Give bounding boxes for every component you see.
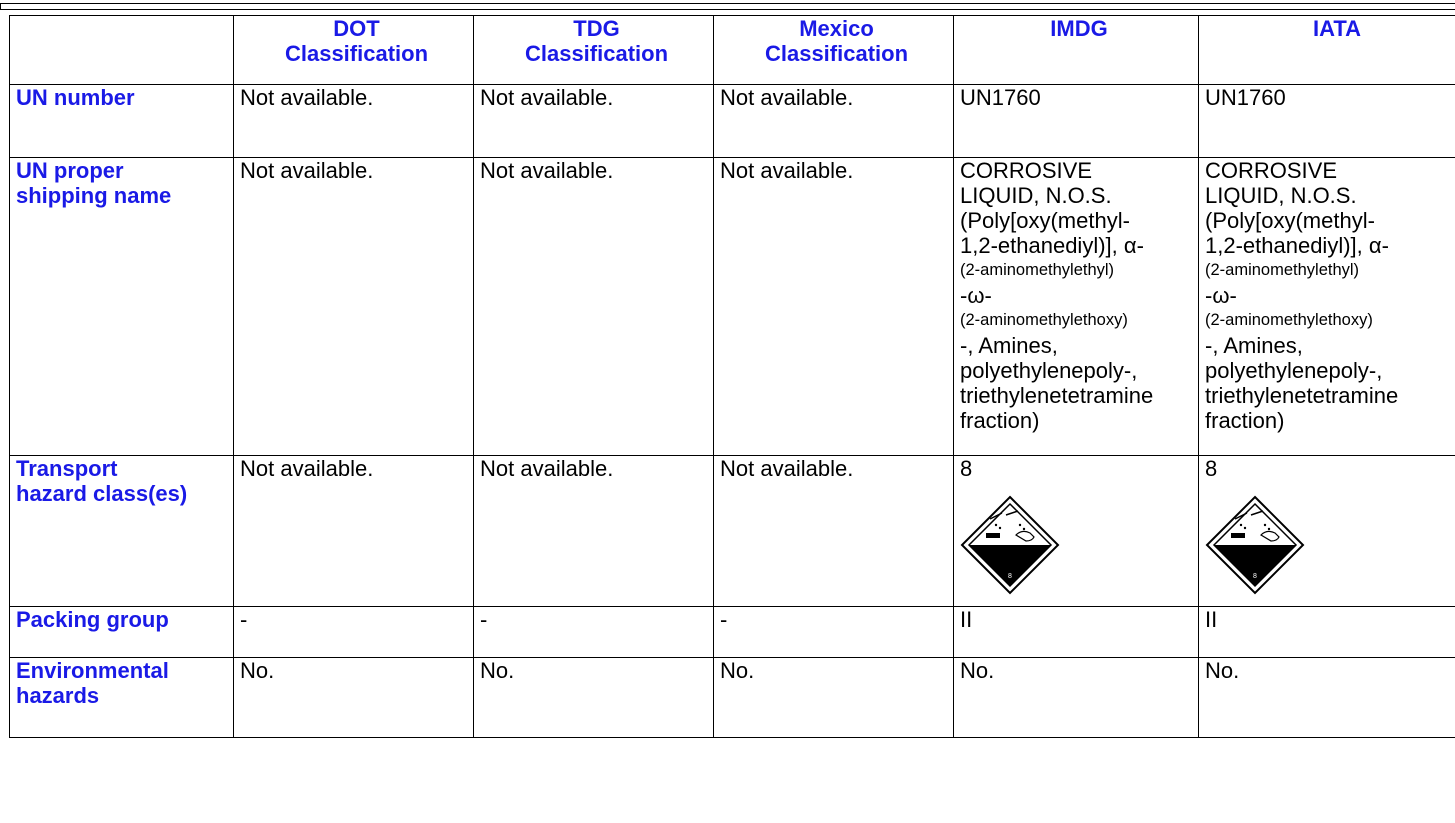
- svg-text:8: 8: [1008, 573, 1012, 580]
- cell-shipping-name-mexico: Not available.: [714, 158, 954, 456]
- cell-shipping-name-iata: CORROSIVE LIQUID, N.O.S. (Poly[oxy(methyl- 1,2-ethanediyl)], α- (2-aminomethylethyl) -ω- (2-aminomethylethoxy) -, Amines, polyethylenepoly-, triethylenetetramine fraction): [1199, 158, 1455, 456]
- row-header-shipping-name: UN proper shipping name: [10, 158, 234, 456]
- cell-environmental-tdg: No.: [474, 658, 714, 738]
- cell-environmental-imdg: No.: [954, 658, 1199, 738]
- row-header-un-number: UN number: [10, 85, 234, 158]
- row-header-packing-group: Packing group: [10, 607, 234, 658]
- row-header-hazard-class: Transport hazard class(es): [10, 456, 234, 607]
- table-row-packing-group: [10, 607, 1455, 658]
- cell-hazard-class-dot: Not available.: [234, 456, 474, 607]
- column-header-tdg: TDG Classification: [474, 16, 714, 85]
- corrosive-placard-icon: [1205, 495, 1305, 595]
- hazard-class-value: 8: [1205, 456, 1218, 481]
- cell-packing-group-iata: II: [1199, 607, 1455, 658]
- cell-hazard-class-tdg: Not available.: [474, 456, 714, 607]
- cell-hazard-class-imdg: [954, 456, 1199, 607]
- cell-hazard-class-iata: [1199, 456, 1455, 607]
- cell-un-number-iata: UN1760: [1199, 85, 1455, 158]
- row-header-environmental: Environmental hazards: [10, 658, 234, 738]
- cell-un-number-tdg: Not available.: [474, 85, 714, 158]
- cell-environmental-iata: No.: [1199, 658, 1455, 738]
- cell-shipping-name-imdg: CORROSIVE LIQUID, N.O.S. (Poly[oxy(methyl- 1,2-ethanediyl)], α- (2-aminomethylethyl) -ω- (2-aminomethylethoxy) -, Amines, polyethylenepoly-, triethylenetetramine fraction): [954, 158, 1199, 456]
- cell-un-number-mexico: Not available.: [714, 85, 954, 158]
- column-header-imdg: IMDG: [954, 16, 1199, 85]
- cell-un-number-dot: Not available.: [234, 85, 474, 158]
- cell-packing-group-mexico: -: [714, 607, 954, 658]
- hazard-class-value: 8: [960, 456, 973, 481]
- column-header-mexico: Mexico Classification: [714, 16, 954, 85]
- table-row-hazard-class: [10, 456, 1455, 607]
- corner-cell: [10, 16, 234, 85]
- cell-environmental-dot: No.: [234, 658, 474, 738]
- cell-packing-group-imdg: II: [954, 607, 1199, 658]
- cell-hazard-class-mexico: Not available.: [714, 456, 954, 607]
- cell-environmental-mexico: No.: [714, 658, 954, 738]
- transport-info-table: [9, 15, 1455, 738]
- page-top-rule: [0, 0, 1455, 12]
- column-header-dot: DOT Classification: [234, 16, 474, 85]
- corrosive-placard-icon: [960, 495, 1060, 595]
- table-header-row: [10, 16, 1455, 85]
- cell-shipping-name-tdg: Not available.: [474, 158, 714, 456]
- table-row-shipping-name: [10, 158, 1455, 456]
- cell-packing-group-dot: -: [234, 607, 474, 658]
- cell-un-number-imdg: UN1760: [954, 85, 1199, 158]
- table-row-un-number: [10, 85, 1455, 158]
- cell-shipping-name-dot: Not available.: [234, 158, 474, 456]
- svg-text:8: 8: [1253, 573, 1257, 580]
- table-row-environmental: [10, 658, 1455, 738]
- column-header-iata: IATA: [1199, 16, 1455, 85]
- cell-packing-group-tdg: -: [474, 607, 714, 658]
